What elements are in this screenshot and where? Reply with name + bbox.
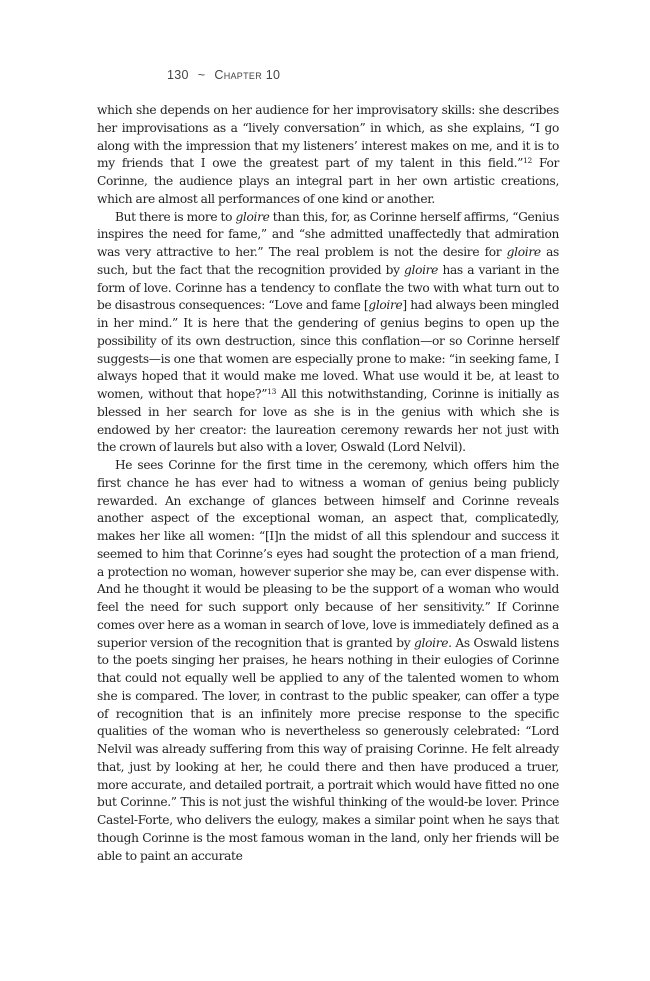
page-number: 130 bbox=[167, 68, 189, 82]
text-run: has a variant in the form of love. Corinne has a tendency to conflate the two with what turn out to be disastrous consequences: “Love and fame [ bbox=[97, 262, 559, 313]
paragraph-2 bbox=[97, 209, 559, 458]
italic-term: gloire bbox=[368, 298, 403, 313]
note-reference: 12 bbox=[523, 156, 532, 166]
header-separator: ~ bbox=[197, 68, 206, 82]
text-run: He sees Corinne for the first time in the ceremony, which offers him the first chance he has ever had to witness a woman of genius being publicly rewarded. An exchange of glances between himself and Corinne reveals another aspect of the exceptional woman, an aspect that, complicatedly, makes her like all women: “[I]n the midst of all this splendour and success it seemed to him that Corinne’s eyes had sought the protection of a man friend, a protection no woman, however superior she may be, can ever dispense with. And he thought it would be pleasing to be the support of a woman who would feel the need for such support only because of her sensitivity.” If Corinne comes over here as a woman in search of love, love is immediately defined as a superior version of the recognition that is granted by bbox=[97, 458, 559, 650]
body-text bbox=[97, 102, 559, 865]
text-run: which she depends on her audience for her improvisatory skills: she describes her improvisations as a “lively conversation” in which, as she explains, “I go along with the impression that my listeners’ interest makes on me, and it is to my friends that I owe the greatest part of my talent in this field.” bbox=[97, 103, 559, 171]
text-run: For Corinne, the audience plays an integral part in her own artistic creations, which are almost all performances of one kind or another. bbox=[97, 156, 559, 206]
italic-term: gloire bbox=[404, 262, 439, 277]
note-reference: 13 bbox=[267, 387, 277, 396]
italic-term: gloire bbox=[414, 635, 449, 650]
chapter-label: Chapter 10 bbox=[214, 68, 281, 82]
text-run: But there is more to bbox=[115, 209, 236, 224]
paragraph-1 bbox=[97, 102, 559, 209]
italic-term: gloire bbox=[506, 245, 541, 259]
text-run: . As Oswald listens to the poets singing her praises, he hears nothing in their eulogies of Corinne that could not equally well be applied to any of the talented women to whom she is compared. The lover, in contrast to the public speaker, can offer a type of recognition that is an infinitely more precise response to the specific qualities of the woman who is nevertheless so generously celebrated: “Lord Nelvil was already suffering from this way of praising Corinne. He felt already that, just by looking at her, he could there and then have produced a truer, more accurate, and detailed portrait, a portrait which would have fitted no one but Corinne.” This is not just the wishful thinking of the would-be lover. Prince Castel-Forte, who delivers the eulogy, makes a similar point when he says that though Corinne is the most famous woman in the land, only her friends will be able to paint an accurate bbox=[97, 635, 560, 863]
text-run: ] had always been mingled in her mind.” It is here that the gendering of genius begins to open up the possibility of its own destruction, since this conflation—or so Corinne herself suggests—is one that women are especially prone to make: “in seeking fame, I always hoped that it would make me loved. What use would it be, at least to women, without that hope?” bbox=[97, 298, 559, 401]
paragraph-3 bbox=[97, 457, 559, 865]
text-run: All this notwithstanding, Corinne is initially as blessed in her search for love as she is in the genius with which she is endowed by her creator: the laureation ceremony rewards her not just with the crown of laurels but also with a lover, Oswald (Lord Nelvil). bbox=[97, 387, 560, 455]
text-run: as such, but the fact that the recognition provided by bbox=[97, 245, 559, 277]
italic-term: gloire bbox=[235, 209, 270, 224]
running-head bbox=[167, 68, 280, 82]
text-run: than this, for, as Corinne herself affirms, “Genius inspires the need for fame,” and “she admitted unaffectedly that admiration was very attractive to her.” The real problem is not the desire for bbox=[97, 209, 560, 259]
